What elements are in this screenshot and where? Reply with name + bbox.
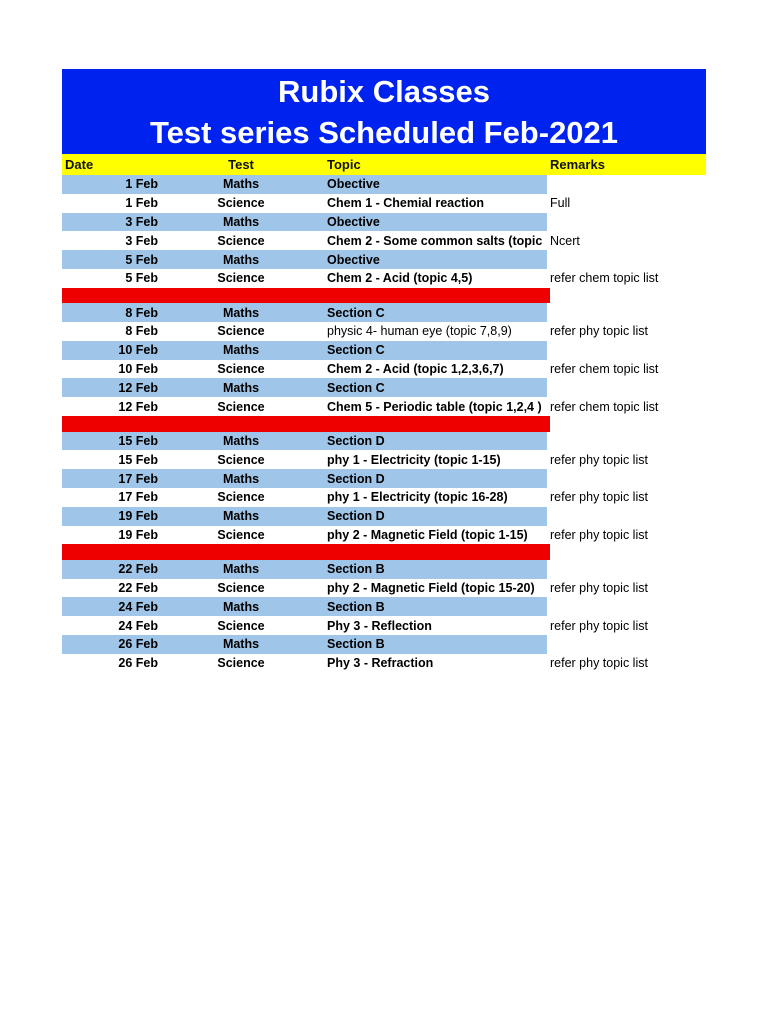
topic-cell: Chem 1 - Chemial reaction [327, 196, 484, 211]
title-banner [62, 69, 706, 154]
table-row [62, 597, 706, 616]
test-cell: Maths [158, 635, 324, 654]
remarks-cell [547, 213, 706, 232]
topic-cell: phy 1 - Electricity (topic 1-15) [327, 452, 501, 467]
table-row [62, 303, 706, 322]
date-cell: 26 Feb [118, 656, 158, 671]
separator-bar [62, 416, 550, 432]
topic-cell: Obective [324, 175, 547, 194]
schedule-sheet [62, 69, 706, 673]
date-cell: 17 Feb [118, 490, 158, 505]
table-row [62, 654, 706, 673]
remarks-cell: refer chem topic list [550, 362, 659, 377]
remarks-cell [547, 303, 706, 322]
topic-cell: Section B [324, 597, 547, 616]
test-cell: Science [217, 527, 265, 542]
test-cell: Maths [158, 378, 324, 397]
date-cell: 22 Feb [118, 581, 158, 596]
topic-cell: Chem 2 - Acid (topic 1,2,3,6,7) [327, 362, 504, 377]
topic-cell: Section D [324, 432, 547, 451]
table-row [62, 397, 706, 416]
remarks-cell [547, 378, 706, 397]
remarks-cell: refer chem topic list [550, 271, 659, 286]
test-cell: Science [217, 618, 265, 633]
date-cell: 8 Feb [62, 303, 158, 322]
table-header [62, 154, 706, 175]
topic-cell: Section B [324, 635, 547, 654]
remarks-cell: refer phy topic list [550, 324, 648, 339]
test-cell: Maths [158, 560, 324, 579]
remarks-cell: refer phy topic list [550, 452, 648, 467]
date-cell: 1 Feb [62, 175, 158, 194]
test-cell: Maths [158, 175, 324, 194]
separator-blank [550, 288, 706, 304]
separator-bar [62, 544, 550, 560]
test-cell: Science [217, 196, 265, 211]
topic-cell: Section D [324, 507, 547, 526]
table-row [62, 175, 706, 194]
test-cell: Maths [158, 250, 324, 269]
date-cell: 8 Feb [125, 324, 158, 339]
topic-cell: Section C [324, 341, 547, 360]
table-row [62, 616, 706, 635]
title-line-1: Rubix Classes [278, 74, 490, 109]
topic-cell: Obective [324, 250, 547, 269]
title-line-2: Test series Scheduled Feb-2021 [149, 115, 619, 150]
test-cell: Maths [158, 432, 324, 451]
header-date: Date [65, 157, 94, 172]
test-cell: Maths [158, 469, 324, 488]
table-row [62, 488, 706, 507]
date-cell: 10 Feb [118, 362, 158, 377]
table-row [62, 432, 706, 451]
test-cell: Science [217, 656, 265, 671]
date-cell: 10 Feb [62, 341, 158, 360]
topic-cell: Obective [324, 213, 547, 232]
remarks-cell [547, 560, 706, 579]
topic-cell: Chem 2 - Acid (topic 4,5) [327, 271, 473, 286]
date-cell: 24 Feb [118, 618, 158, 633]
table-row [62, 507, 706, 526]
test-cell: Maths [158, 213, 324, 232]
date-cell: 22 Feb [62, 560, 158, 579]
test-cell: Maths [158, 597, 324, 616]
remarks-cell [547, 597, 706, 616]
test-cell: Science [217, 490, 265, 505]
topic-cell: Chem 5 - Periodic table (topic 1,2,4 ) [327, 399, 542, 414]
table-row [62, 526, 706, 545]
topic-cell: Phy 3 - Refraction [327, 656, 434, 671]
topic-cell: phy 1 - Electricity (topic 16-28) [327, 490, 508, 505]
remarks-cell [547, 250, 706, 269]
date-cell: 5 Feb [125, 271, 158, 286]
remarks-cell [547, 432, 706, 451]
separator-bar [62, 288, 550, 304]
remarks-cell [547, 507, 706, 526]
table-row [62, 635, 706, 654]
date-cell: 12 Feb [62, 378, 158, 397]
test-cell: Maths [158, 341, 324, 360]
date-cell: 12 Feb [118, 399, 158, 414]
remarks-cell: refer phy topic list [550, 618, 648, 633]
date-cell: 15 Feb [62, 432, 158, 451]
table-row [62, 469, 706, 488]
remarks-cell [547, 341, 706, 360]
table-body [62, 175, 706, 673]
table-row [62, 560, 706, 579]
remarks-cell: Full [550, 196, 571, 211]
table-row [62, 360, 706, 379]
header-remarks: Remarks [550, 157, 605, 172]
table-row [62, 231, 706, 250]
test-cell: Science [217, 324, 265, 339]
date-cell: 3 Feb [125, 233, 158, 248]
date-cell: 17 Feb [62, 469, 158, 488]
remarks-cell: refer phy topic list [550, 581, 648, 596]
remarks-cell: refer phy topic list [550, 656, 648, 671]
table-row [62, 322, 706, 341]
date-cell: 19 Feb [62, 507, 158, 526]
table-row [62, 341, 706, 360]
date-cell: 5 Feb [62, 250, 158, 269]
week-separator [62, 544, 706, 560]
separator-blank [550, 416, 706, 432]
header-test: Test [228, 157, 254, 172]
week-separator [62, 288, 706, 304]
week-separator [62, 416, 706, 432]
header-topic: Topic [327, 157, 361, 172]
date-cell: 24 Feb [62, 597, 158, 616]
topic-cell: Chem 2 - Some common salts (topic [327, 233, 543, 248]
remarks-cell: Ncert [550, 233, 580, 248]
date-cell: 3 Feb [62, 213, 158, 232]
topic-cell: phy 2 - Magnetic Field (topic 1-15) [327, 527, 528, 542]
topic-cell: Section C [324, 303, 547, 322]
test-cell: Science [217, 581, 265, 596]
table-row [62, 450, 706, 469]
remarks-cell [547, 175, 706, 194]
test-cell: Maths [158, 507, 324, 526]
remarks-cell: refer chem topic list [550, 399, 659, 414]
table-row [62, 213, 706, 232]
separator-blank [550, 544, 706, 560]
topic-cell: phy 2 - Magnetic Field (topic 15-20) [327, 581, 535, 596]
date-cell: 19 Feb [118, 527, 158, 542]
test-cell: Science [217, 362, 265, 377]
topic-cell: Phy 3 - Reflection [327, 618, 432, 633]
table-row [62, 250, 706, 269]
test-cell: Science [217, 452, 265, 467]
remarks-cell [547, 469, 706, 488]
test-cell: Science [217, 233, 265, 248]
date-cell: 26 Feb [62, 635, 158, 654]
test-cell: Science [217, 271, 265, 286]
test-cell: Science [217, 399, 265, 414]
remarks-cell: refer phy topic list [550, 527, 648, 542]
topic-cell: physic 4- human eye (topic 7,8,9) [327, 324, 512, 339]
table-row [62, 378, 706, 397]
date-cell: 15 Feb [118, 452, 158, 467]
table-row [62, 579, 706, 598]
topic-cell: Section D [324, 469, 547, 488]
remarks-cell [547, 635, 706, 654]
table-row [62, 194, 706, 213]
remarks-cell: refer phy topic list [550, 490, 648, 505]
test-cell: Maths [158, 303, 324, 322]
table-row [62, 269, 706, 288]
topic-cell: Section C [324, 378, 547, 397]
topic-cell: Section B [324, 560, 547, 579]
date-cell: 1 Feb [125, 196, 158, 211]
